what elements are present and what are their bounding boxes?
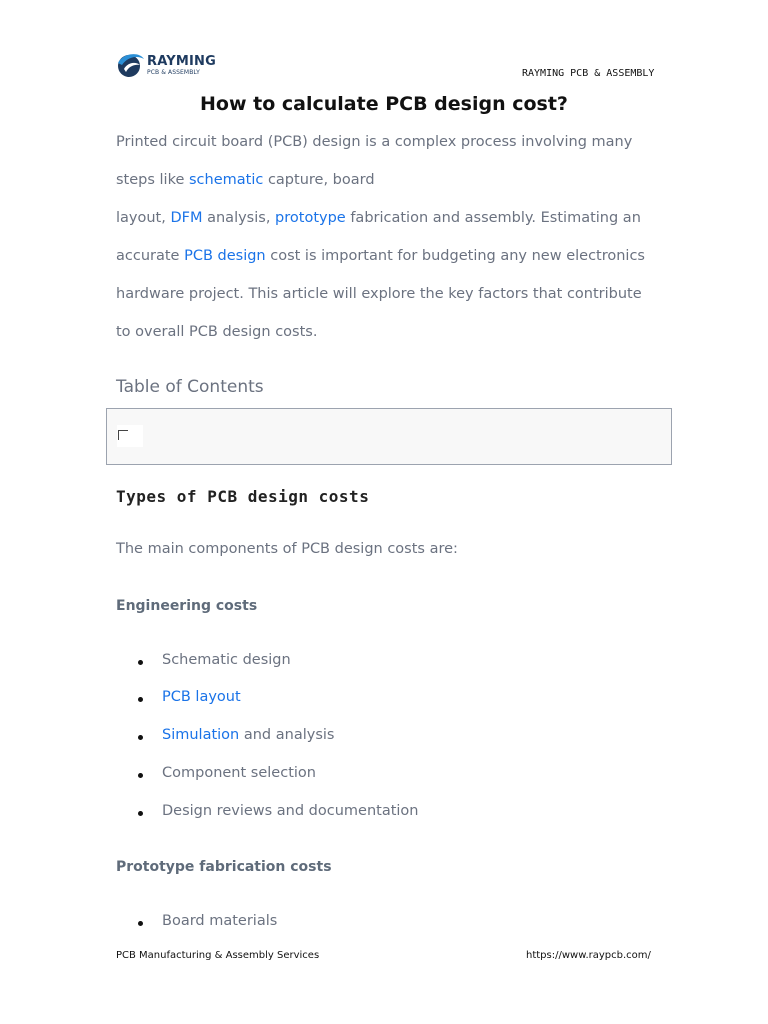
text-span: analysis, — [202, 210, 276, 226]
rayming-logo — [115, 51, 216, 79]
intro-line — [116, 172, 375, 188]
swoosh-logo-icon — [115, 51, 145, 79]
logo-text — [147, 55, 216, 76]
text-span: layout, — [116, 210, 171, 226]
text-span: accurate — [116, 248, 185, 264]
text-span: capture, board — [263, 172, 375, 188]
bullet-icon — [138, 697, 143, 702]
dfm-link[interactable]: DFM — [170, 210, 203, 226]
schematic-link[interactable]: schematic — [189, 172, 264, 188]
list-item-text — [162, 803, 419, 819]
bullet-icon — [138, 660, 143, 665]
footer-services-text: PCB Manufacturing & Assembly Services — [116, 950, 320, 961]
pcb-design-link[interactable]: PCB design — [184, 248, 266, 264]
toc-toggle-icon — [118, 430, 128, 440]
section-intro: The main components of PCB design costs are: — [116, 541, 458, 557]
logo-name: RAYMING — [147, 53, 216, 69]
bullet-icon — [138, 735, 143, 740]
text-span: hardware project. This article will explore the key factors that contribute — [116, 286, 642, 302]
intro-line — [116, 286, 642, 302]
text-span: steps like — [116, 172, 189, 188]
bullet-icon — [138, 773, 143, 778]
prototype-costs-heading: Prototype fabrication costs — [116, 859, 332, 875]
intro-line — [116, 210, 641, 226]
text-span: Printed circuit board (PCB) design is a complex process involving many — [116, 134, 633, 150]
section-heading: Types of PCB design costs — [116, 487, 370, 506]
toc-heading: Table of Contents — [116, 377, 264, 397]
list-item-text — [162, 689, 241, 705]
text-span: and analysis — [239, 727, 335, 743]
text-span: cost is important for budgeting any new electronics — [265, 248, 645, 264]
text-span: Component selection — [162, 765, 316, 781]
prototype-link[interactable]: prototype — [275, 210, 346, 226]
toc-container — [106, 408, 672, 465]
text-span: Board materials — [162, 913, 278, 929]
bullet-icon — [138, 811, 143, 816]
intro-line — [116, 134, 632, 150]
logo-subtitle: PCB & ASSEMBLY — [147, 68, 200, 76]
text-span: Design reviews and documentation — [162, 803, 419, 819]
list-item-text — [162, 765, 316, 781]
bullet-icon — [138, 921, 143, 926]
engineering-costs-heading: Engineering costs — [116, 598, 258, 614]
toc-toggle-button[interactable] — [117, 425, 143, 447]
simulation-link[interactable]: Simulation — [162, 727, 240, 743]
header-company-name: RAYMING PCB & ASSEMBLY — [522, 68, 655, 79]
intro-line — [116, 324, 317, 340]
list-item-text — [162, 727, 334, 743]
list-item-text — [162, 652, 291, 668]
text-span: to overall PCB design costs. — [116, 324, 318, 340]
footer-url[interactable]: https://www.raypcb.com/ — [526, 950, 651, 961]
text-span: fabrication and assembly. Estimating an — [345, 210, 641, 226]
list-item-text — [162, 913, 277, 929]
pcb-layout-link[interactable]: PCB layout — [162, 689, 241, 705]
page-title: How to calculate PCB design cost? — [200, 93, 568, 115]
intro-line — [116, 248, 645, 264]
text-span: Schematic design — [162, 652, 291, 668]
